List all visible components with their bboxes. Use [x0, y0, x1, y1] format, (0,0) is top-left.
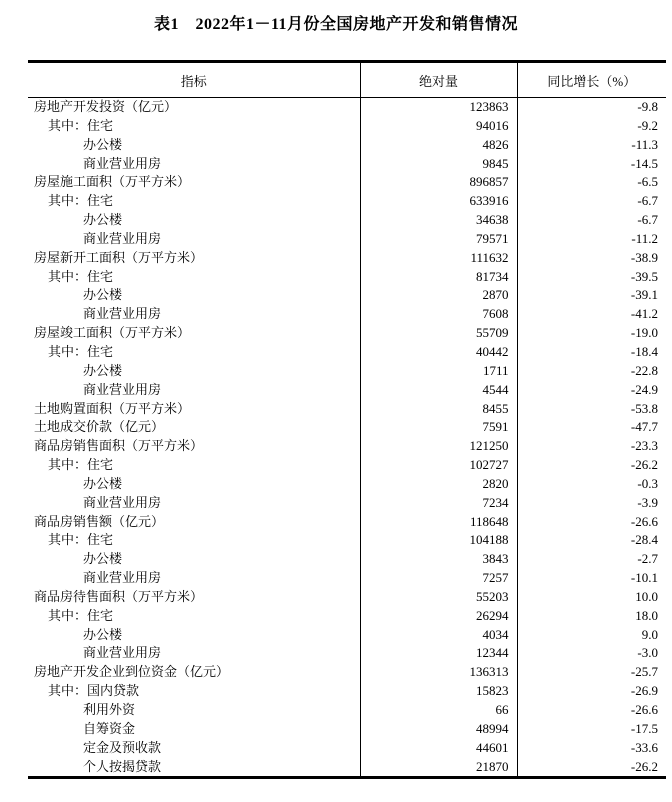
column-header-absolute-value: 绝对量 — [360, 62, 517, 98]
table-row — [28, 418, 666, 437]
table-row — [28, 98, 666, 117]
yoy-growth-cell: -26.2 — [630, 758, 658, 774]
indicator-cell: 商业营业用房 — [28, 155, 360, 174]
absolute-value-cell: 4826 — [360, 136, 517, 155]
yoy-growth-cell: -26.6 — [630, 702, 658, 717]
absolute-value-cell: 111632 — [360, 249, 517, 268]
yoy-growth-cell: -23.3 — [630, 438, 658, 454]
column-header-yoy-growth: 同比增长（%） — [517, 62, 666, 98]
indicator-cell: 其中：国内贷款 — [28, 682, 360, 701]
table-row — [28, 720, 666, 739]
absolute-value-cell: 79571 — [360, 230, 517, 249]
table-row — [28, 739, 666, 758]
yoy-growth-cell: -53.8 — [630, 400, 658, 416]
absolute-value-cell: 2820 — [360, 475, 517, 494]
table-row — [28, 192, 666, 211]
table-row — [28, 286, 666, 305]
indicator-cell: 商业营业用房 — [28, 494, 360, 513]
absolute-value-cell: 55203 — [360, 588, 517, 607]
yoy-growth-cell: -2.7 — [637, 551, 658, 567]
table-row — [28, 569, 666, 588]
table-row — [28, 230, 666, 249]
table-row — [28, 701, 666, 720]
table-row — [28, 437, 666, 456]
yoy-growth-cell: -47.7 — [630, 419, 658, 435]
indicator-cell: 办公楼 — [28, 626, 360, 645]
indicator-cell: 办公楼 — [28, 286, 360, 305]
indicator-cell: 商品房销售面积（万平方米） — [28, 437, 360, 456]
indicator-cell: 定金及预收款 — [28, 739, 360, 758]
table-row — [28, 324, 666, 343]
yoy-growth-cell: -25.7 — [630, 664, 658, 680]
absolute-value-cell: 15823 — [360, 682, 517, 701]
indicator-cell: 办公楼 — [28, 136, 360, 155]
table-row — [28, 607, 666, 626]
yoy-growth-cell: -26.2 — [630, 457, 658, 473]
absolute-value-cell: 21870 — [360, 758, 517, 778]
indicator-cell: 其中：住宅 — [28, 192, 360, 211]
yoy-growth-cell: -18.4 — [630, 343, 658, 359]
absolute-value-cell: 121250 — [360, 437, 517, 456]
absolute-value-cell: 2870 — [360, 286, 517, 305]
absolute-value-cell: 102727 — [360, 456, 517, 475]
indicator-cell: 办公楼 — [28, 211, 360, 230]
yoy-growth-cell: -39.5 — [630, 268, 658, 284]
absolute-value-cell: 12344 — [360, 644, 517, 663]
absolute-value-cell: 94016 — [360, 117, 517, 136]
absolute-value-cell: 81734 — [360, 268, 517, 287]
table-body — [28, 98, 666, 778]
header-row — [28, 62, 666, 98]
yoy-growth-cell: -10.1 — [630, 570, 658, 586]
table-row — [28, 117, 666, 136]
table-row — [28, 381, 666, 400]
table-row — [28, 456, 666, 475]
table-row — [28, 362, 666, 381]
indicator-cell: 其中：住宅 — [28, 456, 360, 475]
table-row — [28, 588, 666, 607]
yoy-growth-cell: -26.6 — [630, 513, 658, 529]
table-row — [28, 249, 666, 268]
indicator-cell: 个人按揭贷款 — [28, 758, 360, 778]
table-row — [28, 268, 666, 287]
yoy-growth-cell: -19.0 — [630, 325, 658, 341]
table-row — [28, 531, 666, 550]
indicator-cell: 自筹资金 — [28, 720, 360, 739]
indicator-cell: 商业营业用房 — [28, 569, 360, 588]
yoy-growth-cell: -3.0 — [637, 645, 658, 661]
yoy-growth-cell: -0.3 — [637, 475, 658, 491]
indicator-cell: 利用外资 — [28, 701, 360, 720]
yoy-growth-cell: -38.9 — [630, 249, 658, 265]
yoy-growth-cell: 9.0 — [641, 626, 658, 642]
indicator-cell: 其中：住宅 — [28, 607, 360, 626]
absolute-value-cell: 136313 — [360, 663, 517, 682]
indicator-cell: 土地成交价款（亿元） — [28, 418, 360, 437]
yoy-growth-cell: -11.3 — [631, 136, 658, 152]
table-row — [28, 305, 666, 324]
table-row — [28, 155, 666, 174]
table-row — [28, 663, 666, 682]
absolute-value-cell: 7257 — [360, 569, 517, 588]
absolute-value-cell: 7591 — [360, 418, 517, 437]
absolute-value-cell: 40442 — [360, 343, 517, 362]
absolute-value-cell: 26294 — [360, 607, 517, 626]
absolute-value-cell: 4544 — [360, 381, 517, 400]
absolute-value-cell: 4034 — [360, 626, 517, 645]
indicator-cell: 房屋新开工面积（万平方米） — [28, 249, 360, 268]
yoy-growth-cell: -6.5 — [637, 174, 658, 190]
yoy-growth-cell: -26.9 — [630, 683, 658, 699]
table-row — [28, 475, 666, 494]
absolute-value-cell: 44601 — [360, 739, 517, 758]
absolute-value-cell: 55709 — [360, 324, 517, 343]
yoy-growth-cell: -24.9 — [630, 381, 658, 397]
indicator-cell: 房屋竣工面积（万平方米） — [28, 324, 360, 343]
yoy-growth-cell: -14.5 — [630, 155, 658, 171]
indicator-cell: 房屋施工面积（万平方米） — [28, 173, 360, 192]
indicator-cell: 其中：住宅 — [28, 343, 360, 362]
table-row — [28, 494, 666, 513]
indicator-cell: 房地产开发企业到位资金（亿元） — [28, 663, 360, 682]
indicator-cell: 商业营业用房 — [28, 305, 360, 324]
absolute-value-cell: 9845 — [360, 155, 517, 174]
yoy-growth-cell: 10.0 — [635, 588, 658, 604]
indicator-cell: 土地购置面积（万平方米） — [28, 400, 360, 419]
table-row — [28, 211, 666, 230]
indicator-cell: 办公楼 — [28, 362, 360, 381]
indicator-cell: 办公楼 — [28, 550, 360, 569]
yoy-growth-cell: -28.4 — [630, 532, 658, 548]
table-row — [28, 626, 666, 645]
real-estate-stats-table — [28, 60, 666, 779]
table-row — [28, 513, 666, 532]
yoy-growth-cell: -9.8 — [637, 99, 658, 114]
indicator-cell: 商业营业用房 — [28, 644, 360, 663]
indicator-cell: 商品房销售额（亿元） — [28, 513, 360, 532]
absolute-value-cell: 34638 — [360, 211, 517, 230]
yoy-growth-cell: -9.2 — [637, 117, 658, 133]
absolute-value-cell: 633916 — [360, 192, 517, 211]
table-row — [28, 644, 666, 663]
table-row — [28, 343, 666, 362]
indicator-cell: 商业营业用房 — [28, 230, 360, 249]
table-row — [28, 173, 666, 192]
yoy-growth-cell: -6.7 — [637, 212, 658, 228]
indicator-cell: 商品房待售面积（万平方米） — [28, 588, 360, 607]
indicator-cell: 其中：住宅 — [28, 268, 360, 287]
absolute-value-cell: 7234 — [360, 494, 517, 513]
absolute-value-cell: 48994 — [360, 720, 517, 739]
table-row — [28, 550, 666, 569]
absolute-value-cell: 896857 — [360, 173, 517, 192]
yoy-growth-cell: -3.9 — [637, 494, 658, 510]
absolute-value-cell: 1711 — [360, 362, 517, 381]
absolute-value-cell: 66 — [360, 701, 517, 720]
absolute-value-cell: 123863 — [360, 98, 517, 117]
yoy-growth-cell: -39.1 — [630, 287, 658, 303]
yoy-growth-cell: -6.7 — [637, 193, 658, 209]
table-row — [28, 682, 666, 701]
absolute-value-cell: 104188 — [360, 531, 517, 550]
yoy-growth-cell: -33.6 — [630, 739, 658, 755]
table-row — [28, 136, 666, 155]
absolute-value-cell: 7608 — [360, 305, 517, 324]
table-header — [28, 62, 666, 98]
table-row — [28, 400, 666, 419]
page-title: 表1 2022年1－11月份全国房地产开发和销售情况 — [153, 16, 519, 33]
yoy-growth-cell: -17.5 — [630, 720, 658, 736]
indicator-cell: 房地产开发投资（亿元） — [28, 98, 360, 117]
absolute-value-cell: 3843 — [360, 550, 517, 569]
table-row — [28, 758, 666, 778]
absolute-value-cell: 118648 — [360, 513, 517, 532]
yoy-growth-cell: -22.8 — [630, 362, 658, 378]
absolute-value-cell: 8455 — [360, 400, 517, 419]
indicator-cell: 其中：住宅 — [28, 117, 360, 136]
yoy-growth-cell: -41.2 — [630, 306, 658, 322]
column-header-indicator: 指标 — [28, 62, 360, 98]
indicator-cell: 办公楼 — [28, 475, 360, 494]
yoy-growth-cell: -11.2 — [631, 230, 658, 246]
yoy-growth-cell: 18.0 — [635, 607, 658, 623]
indicator-cell: 商业营业用房 — [28, 381, 360, 400]
indicator-cell: 其中：住宅 — [28, 531, 360, 550]
